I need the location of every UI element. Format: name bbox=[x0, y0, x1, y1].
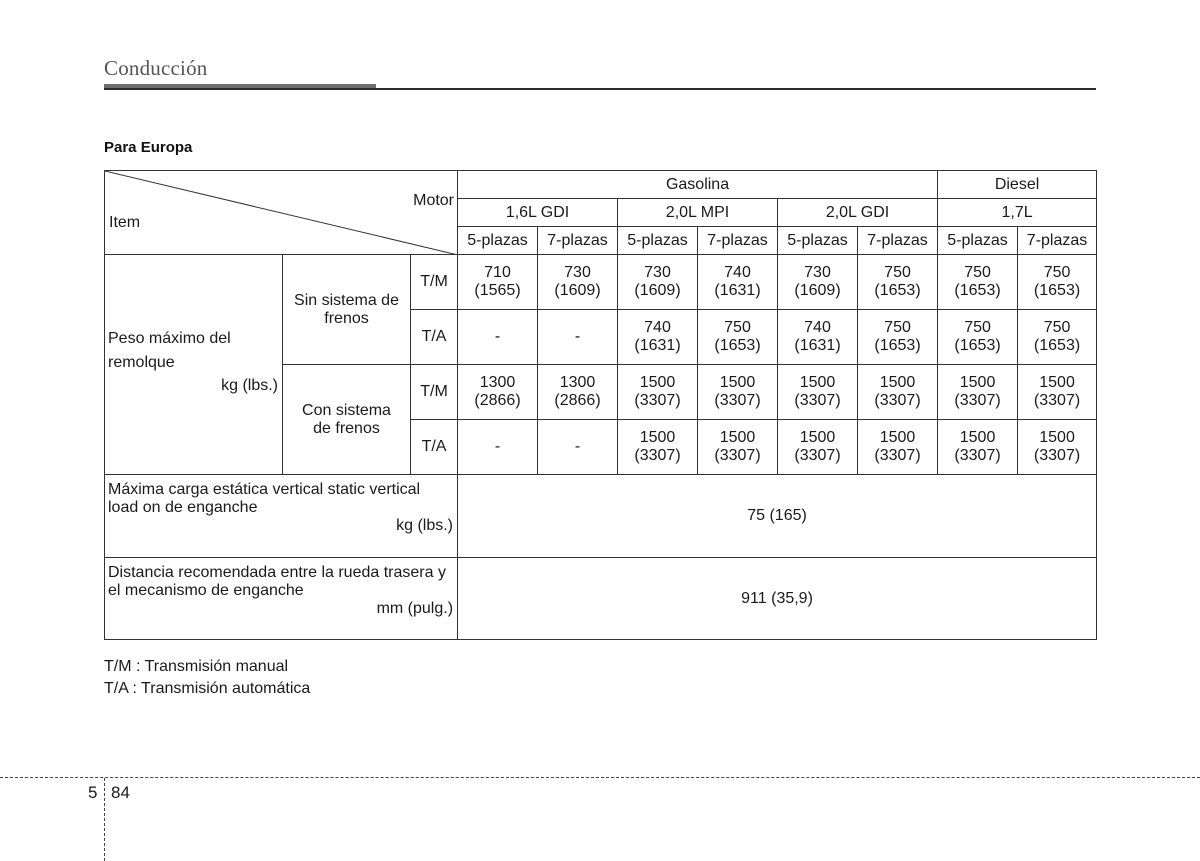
table-cell: 740 (1631) bbox=[698, 255, 778, 310]
chapter-number: 5 bbox=[88, 783, 98, 802]
table-cell: 750 (1653) bbox=[938, 310, 1018, 365]
motor-item-header-cell bbox=[105, 171, 458, 255]
table-cell: 750 (1653) bbox=[1018, 255, 1097, 310]
footnote-tm: T/M : Transmisión manual bbox=[104, 658, 289, 675]
table-row bbox=[105, 255, 1097, 310]
table-cell: 750 (1653) bbox=[938, 255, 1018, 310]
header-thin-rule bbox=[104, 88, 1096, 90]
carga-value: 75 (165) bbox=[458, 475, 1097, 558]
peso-maximo-cell bbox=[105, 255, 283, 475]
table-cell: - bbox=[538, 420, 618, 475]
seats-header: 5-plazas bbox=[618, 227, 698, 255]
footnotes bbox=[104, 656, 310, 700]
table-cell: 750 (1653) bbox=[698, 310, 778, 365]
distancia-label: Distancia recomendada entre la rueda trasera y el mecanismo de enganche bbox=[108, 564, 446, 599]
table-cell: 750 (1653) bbox=[858, 310, 938, 365]
motor-label: Motor bbox=[413, 192, 455, 209]
distancia-label-cell bbox=[105, 558, 458, 640]
table-cell: 1300 (2866) bbox=[458, 365, 538, 420]
seats-header: 5-plazas bbox=[778, 227, 858, 255]
table-cell: 1500 (3307) bbox=[778, 365, 858, 420]
table-cell: 1500 (3307) bbox=[698, 365, 778, 420]
distancia-value: 911 (35,9) bbox=[458, 558, 1097, 640]
table-cell: - bbox=[538, 310, 618, 365]
table-cell: 1500 (3307) bbox=[778, 420, 858, 475]
table-cell: 740 (1631) bbox=[618, 310, 698, 365]
header-diagonal-line bbox=[105, 171, 458, 255]
sin-frenos-label: Sin sistema de frenos bbox=[283, 255, 411, 365]
table-cell: 1500 (3307) bbox=[938, 420, 1018, 475]
table-cell: 750 (1653) bbox=[1018, 310, 1097, 365]
seats-header: 7-plazas bbox=[1018, 227, 1097, 255]
engine-header: 1,6L GDI bbox=[458, 199, 618, 227]
table-cell: 730 (1609) bbox=[778, 255, 858, 310]
peso-unit-label: kg (lbs.) bbox=[221, 377, 278, 394]
con-frenos-label: Con sistema de frenos bbox=[283, 365, 411, 475]
fuel-header-diesel: Diesel bbox=[938, 171, 1097, 199]
engine-header: 1,7L bbox=[938, 199, 1097, 227]
table-cell: 1300 (2866) bbox=[538, 365, 618, 420]
item-label: Item bbox=[109, 214, 141, 231]
distancia-unit-label: mm (pulg.) bbox=[376, 600, 454, 617]
table-cell: 730 (1609) bbox=[538, 255, 618, 310]
trailer-spec-table bbox=[104, 170, 1097, 640]
engine-header: 2,0L GDI bbox=[778, 199, 938, 227]
table-cell: 1500 (3307) bbox=[698, 420, 778, 475]
table-cell: 1500 (3307) bbox=[618, 365, 698, 420]
table-cell: 1500 (3307) bbox=[938, 365, 1018, 420]
table-cell: 1500 (3307) bbox=[858, 365, 938, 420]
table-cell: - bbox=[458, 420, 538, 475]
peso-maximo-label: Peso máximo del remolque bbox=[108, 330, 231, 371]
table-cell: 1500 (3307) bbox=[858, 420, 938, 475]
seats-header: 5-plazas bbox=[938, 227, 1018, 255]
footnote-ta: T/A : Transmisión automática bbox=[104, 680, 311, 697]
transmission-tm-label: T/M bbox=[411, 365, 458, 420]
table-cell: 1500 (3307) bbox=[1018, 365, 1097, 420]
seats-header: 5-plazas bbox=[458, 227, 538, 255]
table-row bbox=[105, 475, 1097, 558]
footer-dashed-rule bbox=[0, 777, 1200, 778]
transmission-tm-label: T/M bbox=[411, 255, 458, 310]
page-header-title: Conducción bbox=[104, 56, 208, 80]
footer-dashed-divider bbox=[104, 778, 105, 861]
transmission-ta-label: T/A bbox=[411, 420, 458, 475]
table-cell: 730 (1609) bbox=[618, 255, 698, 310]
fuel-header-gasolina: Gasolina bbox=[458, 171, 938, 199]
transmission-ta-label: T/A bbox=[411, 310, 458, 365]
carga-label-cell bbox=[105, 475, 458, 558]
table-cell: - bbox=[458, 310, 538, 365]
carga-label: Máxima carga estática vertical static vertical load on de enganche bbox=[108, 481, 421, 516]
table-cell: 1500 (3307) bbox=[618, 420, 698, 475]
seats-header: 7-plazas bbox=[698, 227, 778, 255]
table-cell: 1500 (3307) bbox=[1018, 420, 1097, 475]
engine-header: 2,0L MPI bbox=[618, 199, 778, 227]
section-title: Para Europa bbox=[104, 139, 193, 156]
table-row bbox=[105, 558, 1097, 640]
seats-header: 7-plazas bbox=[538, 227, 618, 255]
table-cell: 750 (1653) bbox=[858, 255, 938, 310]
table-cell: 740 (1631) bbox=[778, 310, 858, 365]
table-cell: 710 (1565) bbox=[458, 255, 538, 310]
seats-header: 7-plazas bbox=[858, 227, 938, 255]
carga-unit-label: kg (lbs.) bbox=[396, 517, 454, 534]
page-number: 84 bbox=[111, 783, 130, 802]
